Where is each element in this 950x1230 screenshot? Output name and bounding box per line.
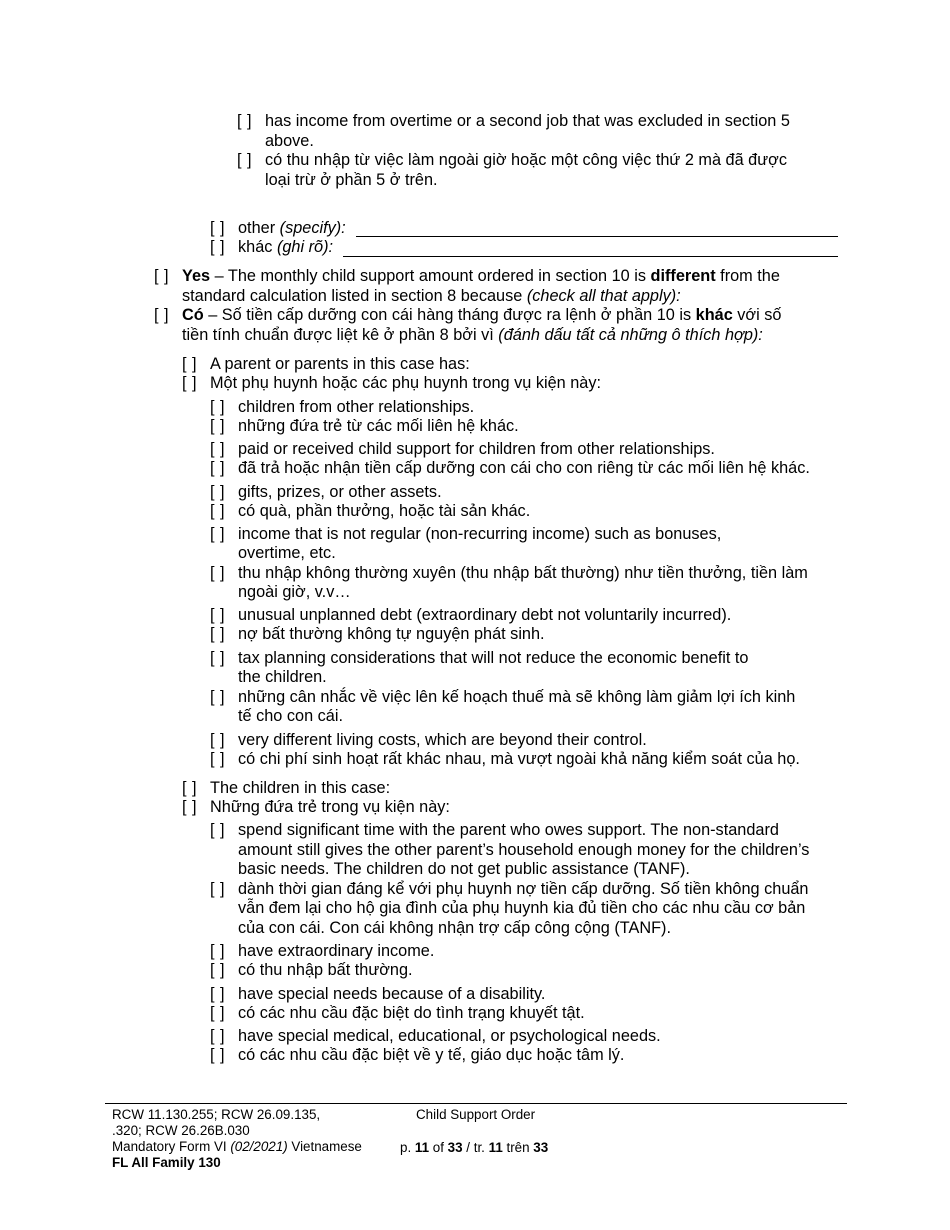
item-text-cont: ngoài giờ, v.v… [238, 583, 351, 601]
checkbox[interactable]: [ ] [237, 112, 253, 130]
footer-rcw-line2: .320; RCW 26.26B.030 [112, 1123, 250, 1138]
item-text-cont: của con cái. Con cái không nhận trợ cấp công cộng (TANF). [238, 919, 672, 937]
footer-divider [105, 1103, 847, 1104]
co-text: Có – Số tiền cấp dưỡng con cái hàng tháng được ra lệnh ở phần 10 is khác với số [182, 306, 782, 324]
checkbox[interactable]: [ ] [154, 267, 170, 285]
item-text: has income from overtime or a second job that was excluded in section 5 [265, 112, 790, 130]
checkbox[interactable]: [ ] [210, 625, 226, 643]
yes-text: Yes – The monthly child support amount ordered in section 10 is different from the [182, 267, 780, 285]
checkbox[interactable]: [ ] [210, 880, 226, 898]
checkbox[interactable]: [ ] [210, 1046, 226, 1064]
checkbox[interactable]: [ ] [210, 398, 226, 416]
checkbox[interactable]: [ ] [210, 417, 226, 435]
checkbox[interactable]: [ ] [154, 306, 170, 324]
checkbox[interactable]: [ ] [210, 649, 226, 667]
item-text-cont: basic needs. The children do not get public assistance (TANF). [238, 860, 690, 878]
item-text: có thu nhập từ việc làm ngoài giờ hoặc một công việc thứ 2 mà đã được [265, 151, 787, 169]
item-text-cont: tế cho con cái. [238, 707, 343, 725]
footer-title: Child Support Order [416, 1107, 536, 1122]
item-text-cont: the children. [238, 668, 327, 686]
checkbox[interactable]: [ ] [210, 483, 226, 501]
item-text-cont: overtime, etc. [238, 544, 336, 562]
checkbox[interactable]: [ ] [237, 151, 253, 169]
item-text: above. [265, 132, 314, 150]
checkbox[interactable]: [ ] [210, 606, 226, 624]
item-text-cont: amount still gives the other parent’s household enough money for the children’s [238, 841, 810, 859]
other-label: other (specify): [238, 219, 346, 237]
checkbox[interactable]: [ ] [182, 374, 198, 392]
checkbox[interactable]: [ ] [210, 942, 226, 960]
yes-text-line2: standard calculation listed in section 8 because (check all that apply): [182, 287, 681, 305]
checkbox[interactable]: [ ] [210, 440, 226, 458]
khac-specify-field[interactable] [343, 256, 838, 257]
checkbox[interactable]: [ ] [182, 779, 198, 797]
checkbox[interactable]: [ ] [182, 798, 198, 816]
footer-rcw-line1: RCW 11.130.255; RCW 26.09.135, [112, 1107, 321, 1122]
checkbox[interactable]: [ ] [210, 1027, 226, 1045]
checkbox[interactable]: [ ] [210, 219, 226, 237]
co-text-line2: tiền tính chuẩn được liệt kê ở phần 8 bởi vì (đánh dấu tất cả những ô thích hợp): [182, 326, 763, 344]
khac-label: khác (ghi rõ): [238, 238, 334, 256]
item-text: loại trừ ở phần 5 ở trên. [265, 171, 438, 189]
footer-form-line: Mandatory Form VI (02/2021) Vietnamese [112, 1139, 362, 1154]
checkbox[interactable]: [ ] [210, 1004, 226, 1022]
item-text-cont: vẫn đem lại cho hộ gia đình của phụ huynh kia đủ tiền cho các nhu cầu cơ bản [238, 899, 806, 917]
checkbox[interactable]: [ ] [210, 238, 226, 256]
footer-form-id: FL All Family 130 [112, 1155, 221, 1170]
footer-page-number: p. 11 of 33 / tr. 11 trên 33 [400, 1140, 549, 1155]
checkbox[interactable]: [ ] [210, 688, 226, 706]
checkbox[interactable]: [ ] [210, 961, 226, 979]
checkbox[interactable]: [ ] [210, 502, 226, 520]
checkbox[interactable]: [ ] [210, 459, 226, 477]
checkbox[interactable]: [ ] [210, 525, 226, 543]
checkbox[interactable]: [ ] [210, 750, 226, 768]
checkbox[interactable]: [ ] [210, 731, 226, 749]
checkbox[interactable]: [ ] [210, 985, 226, 1003]
checkbox[interactable]: [ ] [182, 355, 198, 373]
checkbox[interactable]: [ ] [210, 821, 226, 839]
checkbox[interactable]: [ ] [210, 564, 226, 582]
other-specify-field[interactable] [356, 236, 838, 237]
